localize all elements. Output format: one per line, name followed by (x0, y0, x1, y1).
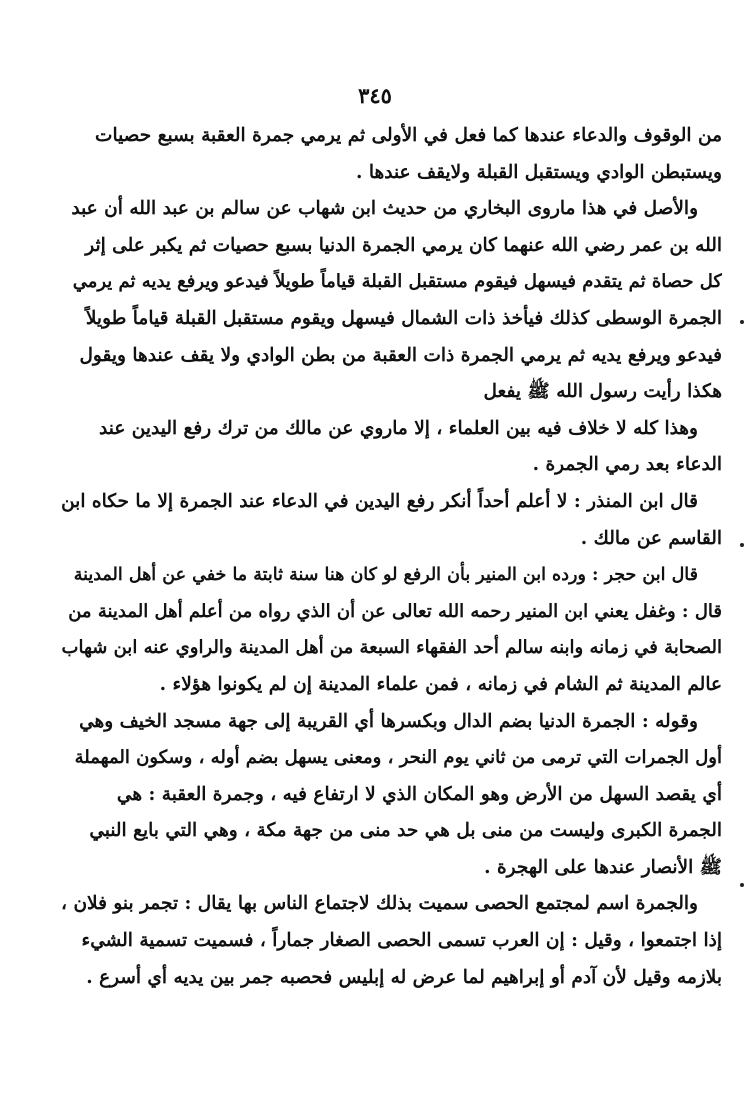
text-line: قال : وغفل يعني ابن المنير رحمه الله تعالى عن أن الذي رواه من أعلم أهل المدينة من (68, 600, 722, 622)
text-line: أول الجمرات التي ترمى من ثاني يوم النحر ، ومعنى يسهل بضم أوله ، وسكون المهملة (74, 747, 722, 769)
text-line: وقوله : الجمرة الدنيا بضم الدال وبكسرها أي القريبة إلى جهة مسجد الخيف وهي (79, 710, 698, 732)
text-line: قال ابن المنذر : لا أعلم أحداً أنكر رفع اليدين في الدعاء عند الجمرة إلا ما حكاه ابن (61, 490, 698, 512)
text-line: القاسم عن مالك . (580, 527, 722, 549)
text-line: والجمرة اسم لمجتمع الحصى سميت بذلك لاجتماع الناس بها يقال : تجمر بنو فلان ، (61, 893, 698, 915)
text-line: الجمرة الكبرى وليست من منى بل هي حد منى من جهة مكة ، وهي التي بايع النبي (89, 820, 722, 842)
text-line: عالم المدينة ثم الشام في زمانه ، فمن علماء المدينة إن لم يكونوا هؤلاء . (159, 673, 722, 695)
margin-mark (740, 883, 744, 887)
text-line: بلازمه وقيل لأن آدم أو إبراهيم لما عرض له إبليس فحصبه جمر بين يديه أي أسرع . (86, 966, 722, 988)
text-line: إذا اجتمعوا ، وقيل : إن العرب تسمى الحصى الصغار جماراً ، فسميت تسمية الشيء (81, 930, 722, 952)
text-line: وهذا كله لا خلاف فيه بين العلماء ، إلا ماروي عن مالك من ترك رفع اليدين عند (99, 417, 698, 439)
text-line: الدعاء بعد رمي الجمرة . (532, 454, 722, 476)
text-line: ﷺ الأنصار عندها على الهجرة . (484, 856, 722, 878)
text-line: قال ابن حجر : ورده ابن المنير بأن الرفع لو كان هنا سنة ثابتة ما خفي عن أهل المدينة (73, 565, 698, 586)
margin-mark (740, 320, 744, 324)
text-line: كل حصاة ثم يتقدم فيسهل فيقوم مستقبل القبلة قياماً طويلاً فيدعو ويرفع يديه ثم يرمي (72, 271, 722, 293)
margin-mark (740, 543, 744, 547)
text-line: الصحابة في زمانه وابنه سالم أحد الفقهاء السبعة من أهل المدينة والراوي عنه ابن شهاب (61, 637, 722, 659)
text-line: من الوقوف والدعاء عندها كما فعل في الأولى ثم يرمي جمرة العقبة بسبع حصيات (95, 125, 722, 146)
page-number: ٣٤٥ (358, 83, 392, 108)
text-line: ويستبطن الوادي ويستقبل القبلة ولايقف عندها . (355, 161, 722, 183)
text-line: أي يقصد السهل من الأرض وهو المكان الذي لا ارتفاع فيه ، وجمرة العقبة : هي (116, 783, 722, 805)
text-line: هكذا رأيت رسول الله ﷺ يفعل (483, 381, 722, 403)
body-text (58, 118, 722, 996)
text-line: فيدعو ويرفع يديه ثم يرمي الجمرة ذات العقبة من بطن الوادي ولا يقف عندها ويقول (79, 344, 722, 366)
text-line: الله بن عمر رضي الله عنهما كان يرمي الجمرة الدنيا بسبع حصيات ثم يكبر على إثر (85, 234, 722, 256)
text-line: الجمرة الوسطى كذلك فيأخذ ذات الشمال فيسهل ويقوم مستقبل القبلة قياماً طويلاً (85, 307, 722, 329)
text-line: والأصل في هذا ماروى البخاري من حديث ابن شهاب عن سالم بن عبد الله أن عبد (71, 198, 698, 220)
